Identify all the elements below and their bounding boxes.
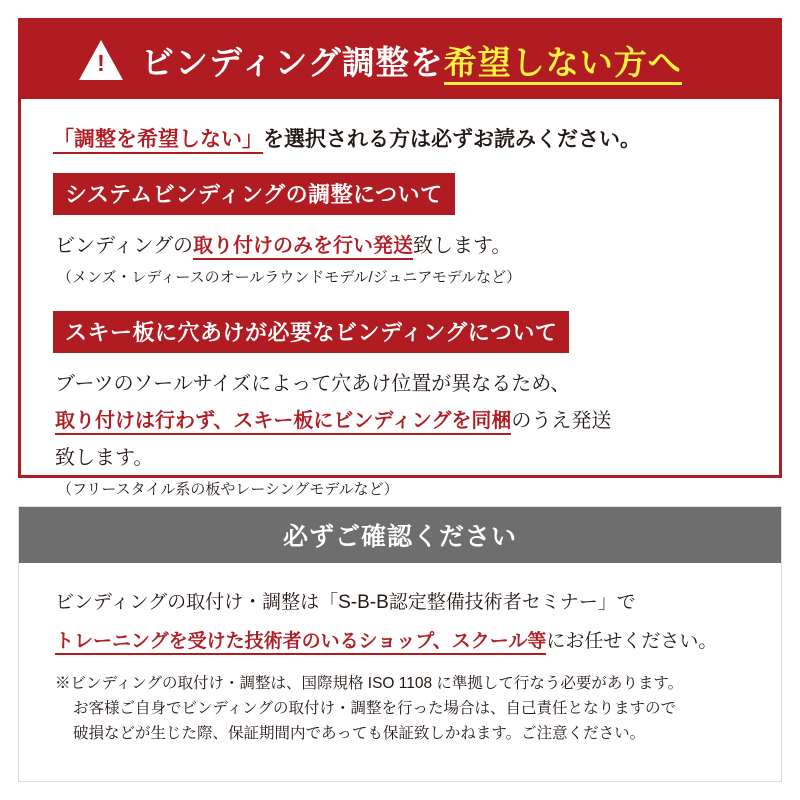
section1-body xyxy=(55,229,753,258)
confirm-line-2 xyxy=(55,626,747,653)
section1-body-suffix: 致します。 xyxy=(413,235,512,257)
warning-header xyxy=(21,21,779,99)
section-heading-system-binding: システムビンディングの調整について xyxy=(53,173,455,215)
section2-line2-suffix: のうえ発送 xyxy=(511,410,612,432)
lead-underlined: 「調整を希望しない」 xyxy=(53,128,263,154)
warning-title-plain: ビンディング調整を xyxy=(141,43,444,81)
section2-note: （フリースタイル系の板やレーシングモデルなど） xyxy=(57,481,399,498)
binding-adjustment-warning-card xyxy=(18,18,782,498)
section-heading-drilling-binding: スキー板に穴あけが必要なビンディングについて xyxy=(53,311,569,353)
section2-line1: ブーツのソールサイズによって穴あけ位置が異なるため、 xyxy=(55,373,571,395)
warning-title xyxy=(141,37,682,84)
section2-line3: 致します。 xyxy=(55,447,154,469)
lead-text xyxy=(53,123,753,153)
section2-line2 xyxy=(55,404,753,433)
confirm-body xyxy=(19,563,781,746)
fine-print-line-3: 破損などが生じた際、保証期間内であっても保証致しかねます。ご注意ください。 xyxy=(73,725,646,743)
warning-triangle-icon: ! xyxy=(79,40,123,80)
section1-note: （メンズ・レディースのオールラウンドモデル/ジュニアモデルなど） xyxy=(57,269,522,286)
section1-body-underlined: 取り付けのみを行い発送 xyxy=(193,235,413,260)
must-confirm-card xyxy=(18,506,782,782)
section1-body-prefix: ビンディングの xyxy=(55,235,193,257)
fine-print-line-2: お客様ご自身でビンディングの取付け・調整を行った場合は、自己責任となりますので xyxy=(73,700,676,718)
fine-print-line-1: ※ビンディングの取付け・調整は、国際規格 ISO 1108 に準拠して行なう必要があります。 xyxy=(55,675,684,692)
confirm-header xyxy=(19,507,781,563)
confirm-line-1: ビンディングの取付け・調整は「S-B-B認定整備技術者セミナー」で xyxy=(55,592,636,613)
confirm-line-2-suffix: にお任せください。 xyxy=(546,631,718,652)
confirm-line-2-underlined: トレーニングを受けた技術者のいるショップ、スクール等 xyxy=(55,631,546,655)
warning-body xyxy=(21,99,779,499)
warning-title-highlight: 希望しない方へ xyxy=(444,44,682,85)
confirm-header-title: 必ずご確認ください xyxy=(282,523,517,551)
lead-rest: を選択される方は必ずお読みください。 xyxy=(263,128,641,151)
section2-line2-underlined: 取り付けは行わず、スキー板にビンディングを同梱 xyxy=(55,410,511,435)
